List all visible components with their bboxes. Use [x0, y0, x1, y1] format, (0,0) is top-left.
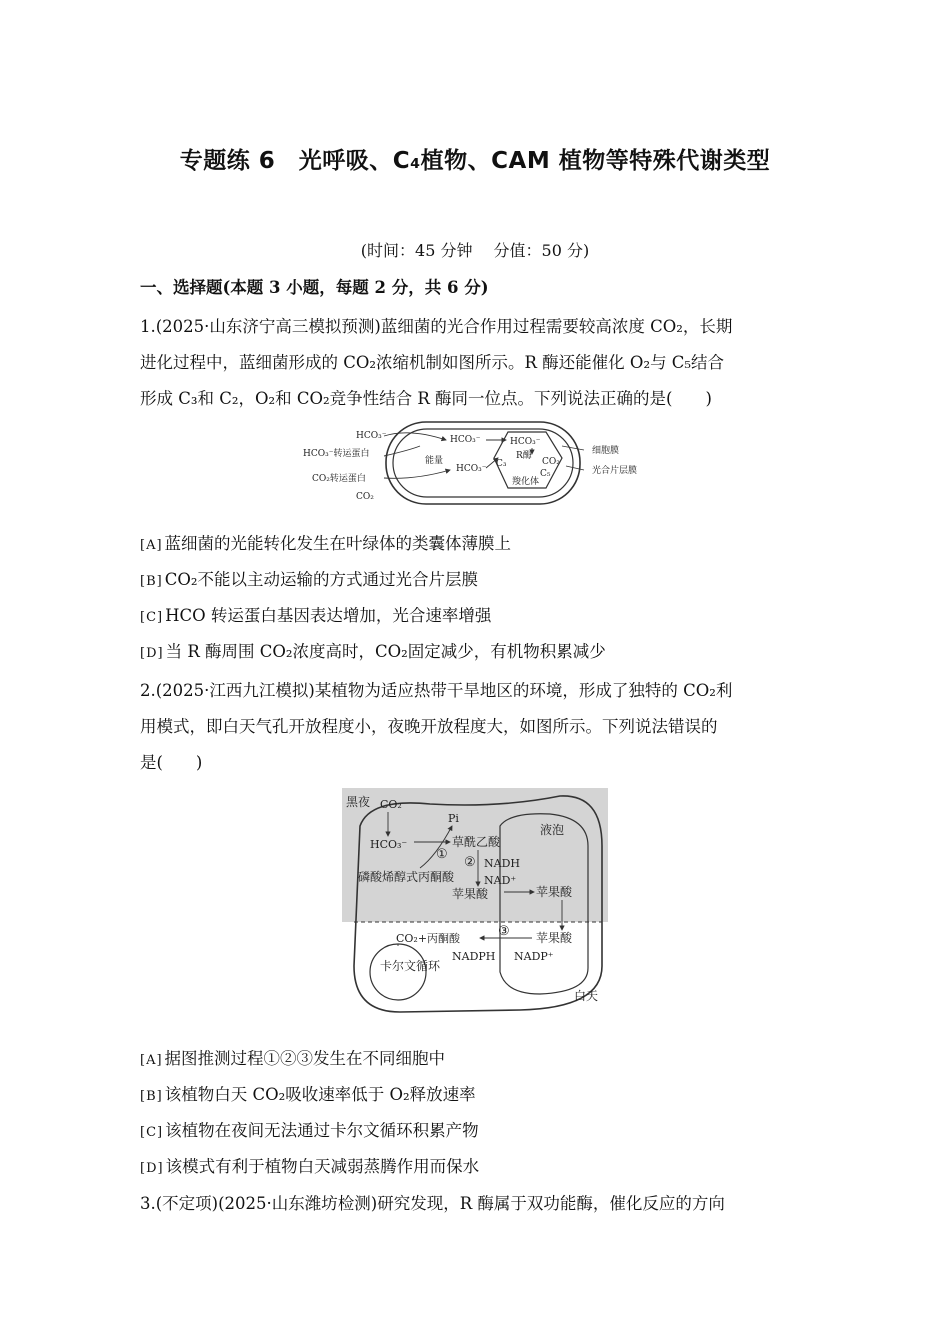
q2-stem-line2: 用模式，即白天气孔开放程度小，夜晚开放程度大，如图所示。下列说法错误的: [140, 717, 718, 736]
fig2-pep: 磷酸烯醇式丙酮酸: [358, 870, 455, 884]
section-heading: 一、选择题(本题 3 小题，每题 2 分，共 6 分): [140, 278, 489, 297]
fig2-night: 黑夜: [346, 795, 371, 809]
q2-option-d: [D] 该模式有利于植物白天减弱蒸腾作用而保水: [140, 1157, 480, 1176]
q1-stem-line3: 形成 C₃和 C₂，O₂和 CO₂竞争性结合 R 酶同一位点。下列说法正确的是( ): [140, 389, 712, 408]
q2-option-a: [A] 据图推测过程①②③发生在不同细胞中: [140, 1049, 446, 1068]
q2-cam-diagram: [340, 786, 610, 1022]
exam-meta: (时间：45 分钟 分值：50 分): [360, 241, 590, 260]
fig2-malate-left: 苹果酸: [452, 887, 489, 901]
fig2-co2-pyruvate: CO₂+丙酮酸: [396, 932, 461, 945]
fig2-oxaloacetate: 草酰乙酸: [452, 835, 501, 849]
q3-stem-line1: 3.(不定项)(2025·山东潍坊检测)研究发现，R 酶属于双功能酶，催化反应的方向: [140, 1194, 725, 1213]
fig2-nad: NAD⁺: [484, 874, 517, 887]
fig1-cell-membrane-label: 细胞膜: [592, 446, 620, 456]
q1-option-d: [D] 当 R 酶周围 CO₂浓度高时，CO₂固定减少，有机物积累减少: [140, 642, 606, 661]
fig1-c3: C₃: [496, 459, 507, 469]
fig2-pi: Pi: [448, 812, 459, 825]
fig1-hco3-outer: HCO₃⁻: [356, 431, 387, 441]
q2-stem-line1: 2.(2025·江西九江模拟)某植物为适应热带干旱地区的环境，形成了独特的 CO₂利: [140, 681, 733, 700]
fig2-co2-top: CO₂: [380, 798, 402, 811]
fig1-co2-carboxysome: CO₂: [542, 457, 560, 467]
fig1-carboxysome-label: 羧化体: [512, 477, 540, 487]
fig1-r-enzyme: R酶: [516, 451, 532, 461]
fig1-co2-transporter: CO₂转运蛋白: [312, 474, 366, 484]
fig2-nadh: NADH: [484, 857, 520, 870]
fig1-hco3-carboxysome: HCO₃⁻: [510, 437, 541, 447]
fig2-step2: ②: [464, 855, 476, 870]
page-title: 专题练 6 光呼吸、C₄植物、CAM 植物等特殊代谢类型: [179, 148, 771, 174]
q1-option-b: [B] CO₂不能以主动运输的方式通过光合片层膜: [140, 570, 478, 589]
q1-stem-line2: 进化过程中，蓝细菌形成的 CO₂浓缩机制如图所示。R 酶还能催化 O₂与 C₅结合: [140, 353, 725, 372]
fig2-nadph: NADPH: [452, 950, 496, 963]
q2-option-c: [C] 该植物在夜间无法通过卡尔文循环积累产物: [140, 1121, 479, 1140]
q1-stem-line1: 1.(2025·山东济宁高三模拟预测)蓝细菌的光合作用过程需要较高浓度 CO₂，长期: [140, 317, 733, 336]
fig1-energy: 能量: [425, 456, 444, 466]
q1-option-a: [A] 蓝细菌的光能转化发生在叶绿体的类囊体薄膜上: [140, 534, 512, 553]
fig1-co2-outer: CO₂: [356, 492, 374, 502]
fig2-step1: ①: [436, 847, 448, 862]
fig1-hco3-mid: HCO₃⁻: [456, 464, 487, 474]
fig2-vacuole: 液泡: [540, 823, 565, 837]
fig2-malate-right: 苹果酸: [536, 885, 573, 899]
fig2-nadp: NADP⁺: [514, 950, 554, 963]
fig2-calvin: 卡尔文循环: [380, 959, 441, 973]
fig1-c5: C₅: [540, 469, 551, 479]
fig1-hco3-inner: HCO₃⁻: [450, 435, 481, 445]
q2-stem-line3: 是( ): [140, 753, 203, 772]
q1-cyanobacteria-diagram: [300, 418, 660, 510]
fig2-step3: ③: [498, 924, 510, 939]
fig2-day: 白天: [574, 989, 599, 1003]
fig1-hco3-transporter: HCO₃⁻转运蛋白: [303, 449, 370, 459]
fig2-hco3: HCO₃⁻: [370, 838, 408, 851]
q1-option-c: [C] HCO 转运蛋白基因表达增加，光合速率增强: [140, 606, 492, 625]
q2-option-b: [B] 该植物白天 CO₂吸收速率低于 O₂释放速率: [140, 1085, 476, 1104]
fig2-malate-day: 苹果酸: [536, 931, 573, 945]
fig1-photo-membrane-label: 光合片层膜: [592, 466, 638, 476]
